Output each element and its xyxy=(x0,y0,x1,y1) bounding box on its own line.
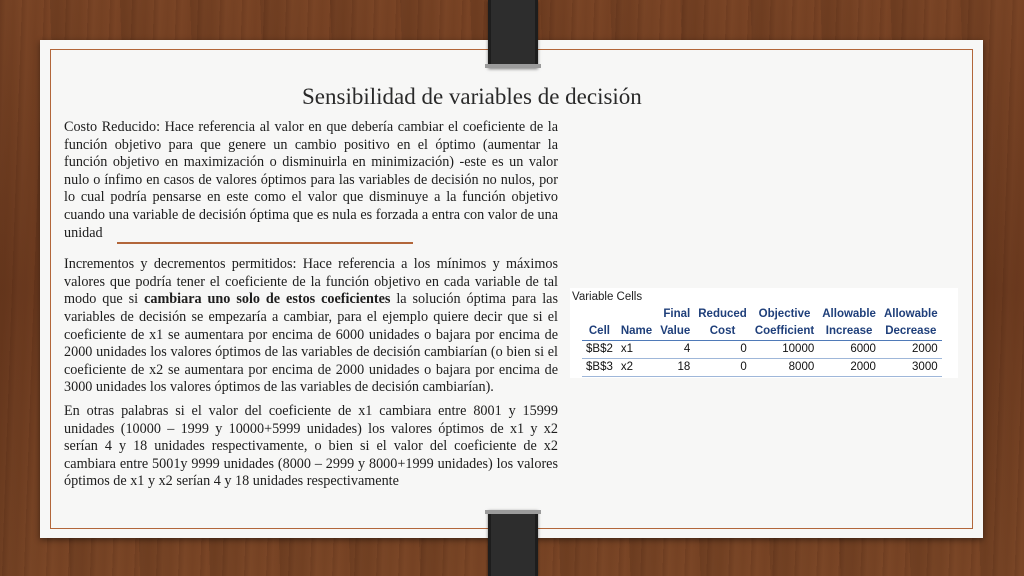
cell-address: $B$2 xyxy=(586,343,613,355)
cell-objective-coefficient: 8000 xyxy=(788,361,815,373)
cell-final-value: 18 xyxy=(677,361,691,373)
paragraph-increments-part1: Incrementos y decrementos permitidos: Hace referencia a los mínimos y máximos valores que podría tener el coeficiente de la función objetivo en cada variable de tal modo que si xyxy=(64,256,558,308)
header-cell: Allowable xyxy=(883,308,938,320)
text-column xyxy=(64,119,558,491)
cell-address: $B$3 xyxy=(586,361,613,373)
header-cell: Decrease xyxy=(880,323,942,341)
table-row xyxy=(582,341,942,359)
header-cell: Value xyxy=(656,323,694,341)
sensitivity-table-image xyxy=(570,288,958,378)
header-cell: Allowable xyxy=(822,308,876,320)
binder-clip-bottom xyxy=(488,510,538,576)
paragraph-increments-bold: cambiara uno solo de estos coeficientes xyxy=(144,291,391,308)
header-cell: Objective xyxy=(758,308,811,320)
header-cell: Cell xyxy=(582,323,617,341)
cell-allowable-decrease: 3000 xyxy=(912,361,938,373)
paragraph-increments-part2: la solución óptima para las variables de decisión se empezaría a cambiar, para el ejemplo quiere decir que si el coeficiente de x1 se aumentara por encima de 6000 unidades o bajara por encima de 2000 unidades los valores óptimos de las variables de decisión cambiarían (o bien si el coeficiente de x2 se aumentara por encima de 2000 unidades o bajara por encima de 3000 unidades los valores óptimos de las variables de decisión cambiarían). xyxy=(64,291,558,396)
divider-rule xyxy=(117,242,413,244)
cell-name: x2 xyxy=(620,361,634,373)
cell-final-value: 4 xyxy=(683,343,691,355)
header-cell: Cost xyxy=(694,323,751,341)
header-cell: Final xyxy=(663,308,691,320)
cell-allowable-decrease: 2000 xyxy=(912,343,938,355)
variable-cells-table xyxy=(582,306,942,377)
header-cell: Coefficient xyxy=(751,323,818,341)
cell-reduced-cost: 0 xyxy=(740,343,747,355)
cell-allowable-increase: 6000 xyxy=(850,343,876,355)
binder-clip-top xyxy=(488,0,538,68)
header-cell: Reduced xyxy=(698,308,747,320)
table-row xyxy=(582,359,942,377)
header-cell xyxy=(582,306,617,323)
table-header-row-2 xyxy=(582,323,942,341)
header-cell: Increase xyxy=(818,323,880,341)
paragraph-reduced-cost: Costo Reducido: Hace referencia al valor en que debería cambiar el coeficiente de la función objetivo para que genere un cambio positivo en el óptimo (aumentar la función objetivo en maximización o disminuirla en minimización) -este es un valor nulo o ínfimo en casos de valores óptimos para las variables de decisión no nulos, por lo cual podría pensarse en este como el valor que disminuye a la función objetivo cuando una variable de decisión óptima que es nula es forzada a entra con valor de una unidad xyxy=(64,119,558,241)
table-header-row-1 xyxy=(582,306,942,323)
paragraph-in-other-words: En otras palabras si el valor del coeficiente de x1 cambiara entre 8001 y 15999 unidades (10000 – 1999 y 10000+5999 unidades) los valores óptimos de x1 y x2 serían 4 y 18 unidades respectivamente, o bien si el valor del coeficiente de x2 cambiara entre 5001y 9999 unidades (8000 – 2999 y 8000+1999 unidades) los valores óptimos de x1 y x2 serían 4 y 18 unidades respectivamente xyxy=(64,402,558,490)
paragraph-increments xyxy=(64,256,558,397)
header-cell: Name xyxy=(617,323,656,341)
cell-objective-coefficient: 10000 xyxy=(782,343,815,355)
slide-title: Sensibilidad de variables de decisión xyxy=(302,84,642,109)
header-cell xyxy=(617,306,656,323)
cell-reduced-cost: 0 xyxy=(740,361,747,373)
table-caption: Variable Cells xyxy=(572,291,643,303)
cell-allowable-increase: 2000 xyxy=(850,361,876,373)
cell-name: x1 xyxy=(620,343,634,355)
